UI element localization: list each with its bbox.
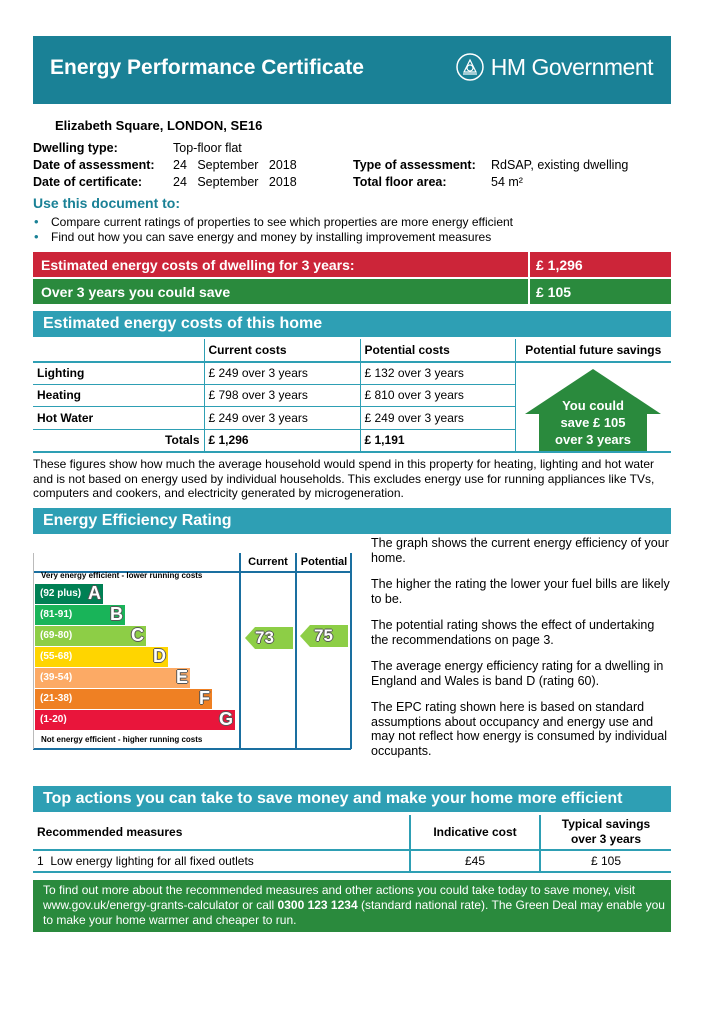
divider — [295, 553, 297, 749]
header-potential-costs: Potential costs — [360, 339, 515, 362]
list-item: • Find out how you can save energy and money by installing improvement measures — [34, 229, 492, 244]
estimated-cost-value: £ 1,296 — [536, 257, 583, 273]
detail-type-assessment-label: Type of assessment: — [353, 158, 476, 172]
savings-arrow — [525, 369, 661, 451]
estimated-cost-label: Estimated energy costs of dwelling for 3 years: — [41, 257, 355, 273]
current-rating-value: 73 — [255, 628, 274, 647]
detail-date-assessment-label: Date of assessment: — [33, 158, 155, 172]
band-range: (81-91) — [40, 609, 73, 620]
detail-floor-area-label: Total floor area: — [353, 175, 447, 189]
rating-band-d — [35, 647, 168, 667]
crest-icon — [455, 52, 485, 82]
rating-paragraph: The EPC rating shown here is based on standard assumptions about occupancy and energy use and may not reflect how energy is consumed by individual occupants. — [371, 700, 667, 758]
band-range: (55-68) — [40, 651, 73, 662]
top-note: Very energy efficient - lower running costs — [41, 571, 203, 580]
property-address: Elizabeth Square, LONDON, SE16 — [55, 118, 263, 133]
detail-date-certificate: 24 September 2018 — [173, 175, 297, 189]
band-letter: E — [175, 667, 188, 687]
estimated-cost-bar — [33, 252, 671, 277]
savings-value: £ 105 — [536, 284, 572, 300]
rating-paragraph: The graph shows the current energy efficiency of your home. — [371, 536, 669, 565]
detail-dwelling-type-label: Dwelling type: — [33, 141, 118, 155]
band-range: (92 plus) — [40, 588, 82, 599]
savings-arrow-text: You could save £ 105 over 3 years — [555, 398, 631, 447]
actions-table — [33, 815, 671, 873]
divider — [350, 553, 352, 749]
header-current-costs: Current costs — [204, 339, 360, 362]
rating-paragraph: The average energy efficiency rating for a dwelling in England and Wales is band D (rating 60). — [371, 659, 664, 688]
savings-label: Over 3 years you could save — [41, 284, 231, 300]
rating-band-c — [35, 626, 146, 646]
band-range: (21-38) — [40, 693, 73, 704]
band-letter: D — [153, 646, 166, 666]
detail-date-certificate-label: Date of certificate: — [33, 175, 143, 189]
header-typical-savings: Typical savings over 3 years — [540, 815, 671, 850]
detail-type-assessment: RdSAP, existing dwelling — [491, 158, 629, 172]
current-column-header: Current — [248, 556, 288, 568]
footer-info: To find out more about the recommended measures and other actions you could take today to save money, visit www.gov.uk/energy-grants-calculator or call 0300 123 1234 (standard national rate). The Green Deal may enable you to make your home warmer and cheaper to run. — [33, 880, 671, 932]
detail-floor-area: 54 m² — [491, 175, 523, 189]
costs-note: These figures show how much the average household would spend in this property for heating, lighting and hot water and is not based on energy used by individual households. This excludes energy use for running appliances like TVs, computers and cookers, and electricity generated by microgeneration. — [33, 457, 655, 500]
table-row: Hot Water £ 249 over 3 years £ 249 over 3 years — [33, 407, 671, 430]
rating-chart — [33, 553, 353, 751]
band-letter: C — [131, 625, 144, 645]
band-range: (1-20) — [40, 714, 67, 725]
detail-date-assessment: 24 September 2018 — [173, 158, 297, 172]
header-banner — [33, 36, 671, 104]
rating-band-g — [35, 710, 235, 730]
divider — [528, 279, 530, 304]
header-measures: Recommended measures — [37, 825, 183, 839]
costs-section-title: Estimated energy costs of this home — [33, 311, 671, 337]
use-document-list — [33, 215, 513, 245]
potential-rating-value: 75 — [314, 626, 333, 645]
potential-column-header: Potential — [300, 556, 348, 568]
rating-band-e — [35, 668, 190, 688]
phone-number: 0300 123 1234 — [277, 898, 358, 912]
totals-row: Totals £ 1,296 £ 1,191 — [33, 429, 671, 452]
list-item: • Compare current ratings of properties to see which properties are more energy efficient — [34, 214, 514, 229]
rating-paragraph: The potential rating shows the effect of undertaking the recommendations on page 3. — [371, 618, 655, 647]
band-letter: B — [110, 604, 123, 624]
hm-government-text: HM Government — [490, 53, 653, 80]
table-row: Heating £ 798 over 3 years £ 810 over 3 years — [33, 384, 671, 407]
divider — [239, 553, 241, 749]
table-row: Lighting £ 249 over 3 years £ 132 over 3 years — [33, 362, 671, 385]
actions-section-title: Top actions you can take to save money and make your home more efficient — [33, 786, 671, 812]
band-letter: F — [199, 688, 210, 708]
use-document-title: Use this document to: — [33, 195, 181, 211]
band-letter: G — [218, 709, 233, 729]
rating-paragraph: The higher the rating the lower your fuel bills are likely to be. — [371, 577, 670, 606]
bullet-icon: • — [34, 229, 39, 244]
rating-band-a — [35, 584, 103, 604]
divider — [33, 748, 351, 750]
savings-bar — [33, 279, 671, 304]
divider — [33, 553, 34, 749]
rating-band-b — [35, 605, 125, 625]
header-indicative-cost: Indicative cost — [410, 815, 540, 850]
band-range: (39-54) — [40, 672, 73, 683]
header-future-savings: Potential future savings — [515, 339, 671, 362]
table-row: 1 Low energy lighting for all fixed outlets £45 £ 105 — [33, 850, 671, 872]
bullet-icon: • — [34, 214, 39, 229]
header-blank — [33, 339, 204, 362]
band-range: (69-80) — [40, 630, 73, 641]
rating-band-f — [35, 689, 212, 709]
detail-dwelling-type: Top-floor flat — [173, 141, 242, 155]
page-title: Energy Performance Certificate — [50, 56, 364, 79]
rating-section-title: Energy Efficiency Rating — [33, 508, 671, 534]
band-letter: A — [88, 583, 101, 603]
bottom-note: Not energy efficient - higher running costs — [41, 735, 203, 744]
divider — [528, 252, 530, 277]
hm-government-logo — [455, 52, 653, 82]
